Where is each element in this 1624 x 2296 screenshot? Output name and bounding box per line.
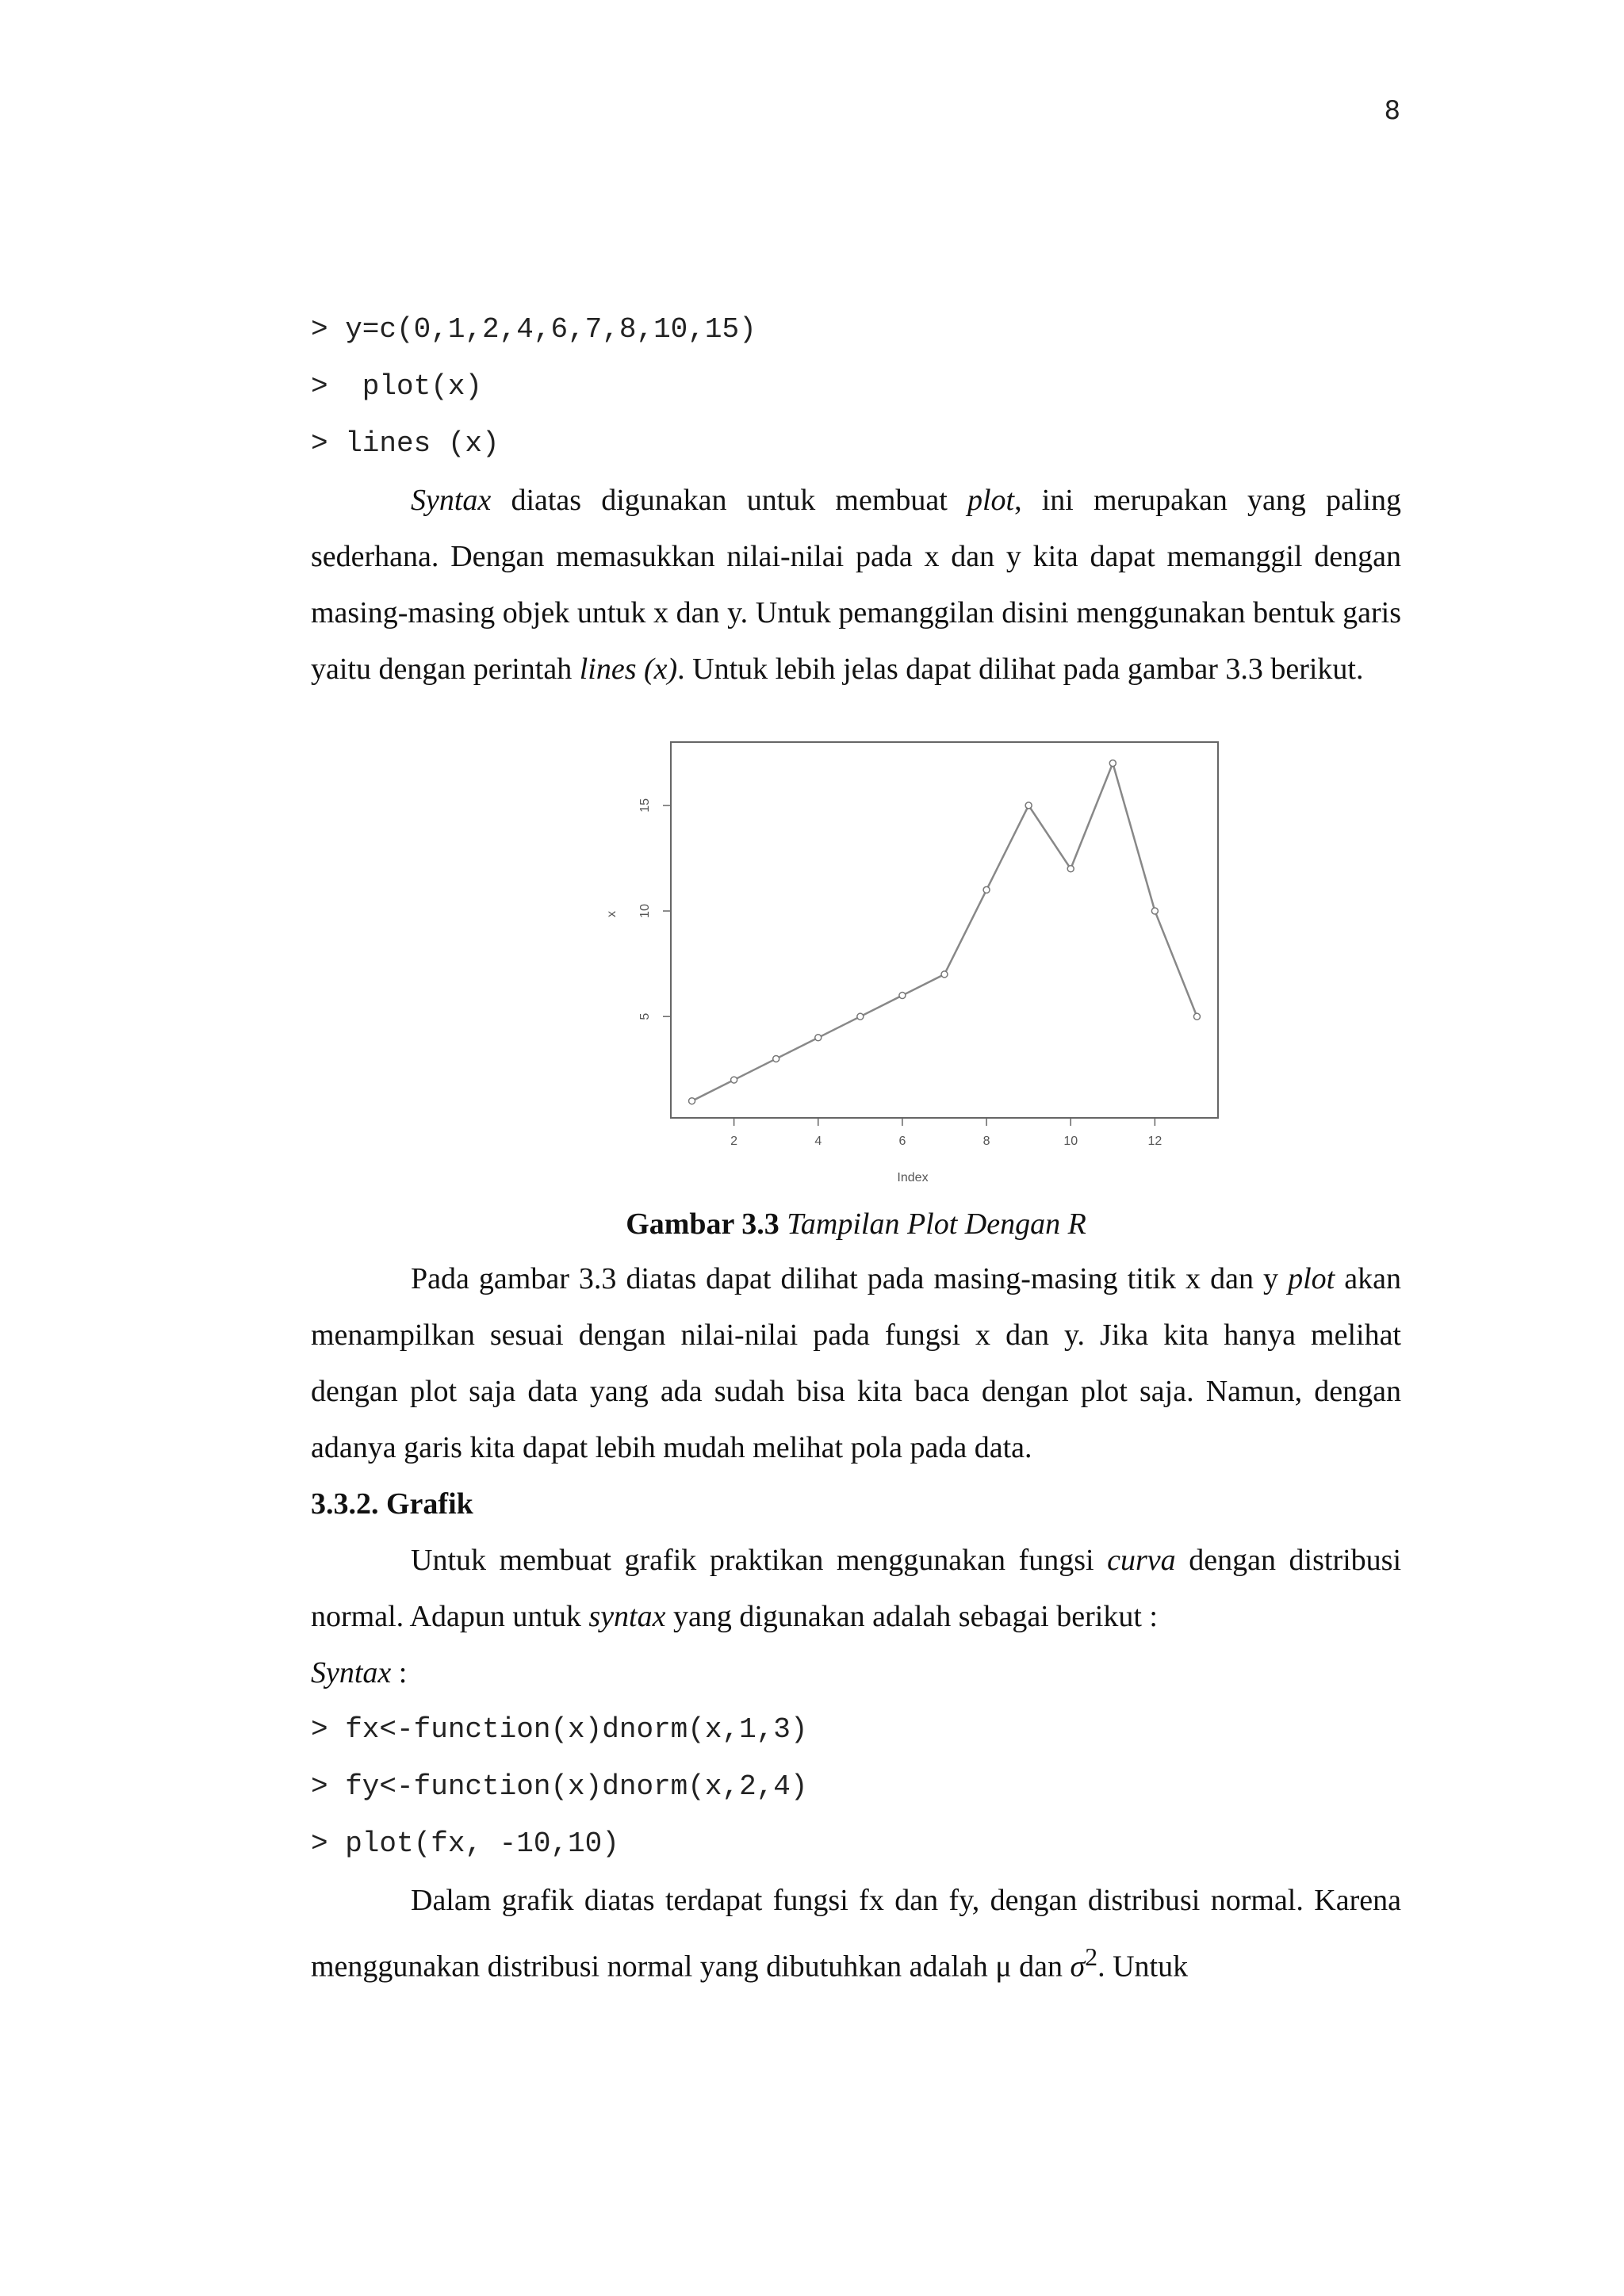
paragraph-normal-distribution — [311, 1873, 1401, 1996]
text: . Untuk — [1097, 1950, 1189, 1984]
code-line: > y=c(0,1,2,4,6,7,8,10,15) — [311, 313, 756, 346]
x-tick-label: 4 — [814, 1135, 822, 1148]
text: , ini merupakan yang paling sederhana. Dengan memasukkan nilai-nilai pada x dan y kita dapat memanggil dengan masing-masing objek untuk x dan y. Untuk pemanggilan disini menggunakan bentuk garis yaitu dengan perintah — [311, 484, 1401, 686]
paragraph-plot-discussion — [311, 1251, 1401, 1476]
data-point — [941, 971, 948, 978]
code-block-bottom — [311, 1701, 1401, 1873]
code-line: > fx<-function(x)dnorm(x,1,3) — [311, 1713, 808, 1746]
figure-3-3 — [592, 729, 1226, 1189]
document-body — [311, 301, 1401, 1996]
x-axis-title: Index — [897, 1171, 929, 1184]
code-line: > plot(x) — [311, 370, 483, 403]
italic-term: plot — [967, 484, 1015, 517]
data-point — [1151, 908, 1158, 914]
data-point — [983, 886, 990, 893]
y-tick-label: 15 — [638, 798, 652, 813]
italic-term: lines (x) — [579, 652, 678, 686]
x-tick-label: 6 — [898, 1135, 906, 1148]
figure-caption — [311, 1200, 1401, 1248]
text: Untuk membuat grafik praktikan menggunakan fungsi — [411, 1544, 1108, 1577]
code-block-top — [311, 301, 1401, 473]
italic-term: Syntax — [411, 484, 492, 517]
syntax-colon: : — [391, 1656, 408, 1689]
x-tick-label: 8 — [982, 1135, 990, 1148]
line-plot — [592, 729, 1226, 1189]
y-tick-label: 10 — [638, 904, 652, 918]
paragraph-plot-explanation — [311, 473, 1401, 698]
syntax-word: Syntax — [311, 1656, 392, 1689]
code-line: > fy<-function(x)dnorm(x,2,4) — [311, 1770, 808, 1803]
caption-title: Tampilan Plot Dengan R — [779, 1207, 1086, 1241]
text: dengan distribusi normal. Adapun untuk — [311, 1544, 1401, 1633]
data-point — [815, 1035, 822, 1041]
italic-term: plot — [1288, 1262, 1335, 1295]
italic-term: syntax — [588, 1600, 666, 1633]
sigma-symbol: σ — [1070, 1950, 1086, 1984]
caption-label: Gambar 3.3 — [626, 1207, 779, 1241]
superscript: 2 — [1085, 1943, 1098, 1971]
x-tick-label: 10 — [1063, 1135, 1078, 1148]
series-line — [692, 763, 1197, 1101]
section-heading: 3.3.2. Grafik — [311, 1487, 473, 1521]
syntax-label — [311, 1645, 1401, 1701]
data-point — [773, 1055, 779, 1062]
data-point — [689, 1098, 695, 1104]
y-axis-title: x — [605, 911, 619, 917]
text: diatas digunakan untuk membuat — [491, 484, 967, 517]
data-point — [1067, 866, 1074, 872]
plot-frame — [671, 742, 1218, 1118]
italic-term: curva — [1107, 1544, 1176, 1577]
paragraph-grafik-intro — [311, 1533, 1401, 1645]
code-line: > plot(fx, -10,10) — [311, 1827, 619, 1860]
y-tick-label: 5 — [638, 1012, 652, 1020]
data-point — [1109, 760, 1116, 767]
data-point — [1025, 802, 1032, 809]
x-tick-label: 2 — [730, 1135, 738, 1148]
text: . Untuk lebih jelas dapat dilihat pada gambar 3.3 berikut. — [677, 652, 1364, 686]
text: yang digunakan adalah sebagai berikut : — [665, 1600, 1158, 1633]
data-point — [1193, 1013, 1200, 1020]
x-tick-label: 12 — [1147, 1135, 1162, 1148]
data-point — [899, 993, 906, 999]
page-number: 8 — [1384, 95, 1400, 125]
data-point — [731, 1077, 737, 1083]
data-point — [857, 1013, 864, 1020]
text: akan menampilkan sesuai dengan nilai-nilai pada fungsi x dan y. Jika kita hanya melihat dengan plot saja data yang ada sudah bisa kita baca dengan plot saja. Namun, dengan adanya garis kita dapat lebih mudah melihat pola pada data. — [311, 1262, 1401, 1464]
text: Pada gambar 3.3 diatas dapat dilihat pada masing-masing titik x dan y — [411, 1262, 1289, 1295]
text: Dalam grafik diatas terdapat fungsi fx dan fy, dengan distribusi normal. Karena menggunakan distribusi normal yang dibutuhkan adalah μ dan — [311, 1884, 1401, 1984]
code-line: > lines (x) — [311, 427, 500, 460]
